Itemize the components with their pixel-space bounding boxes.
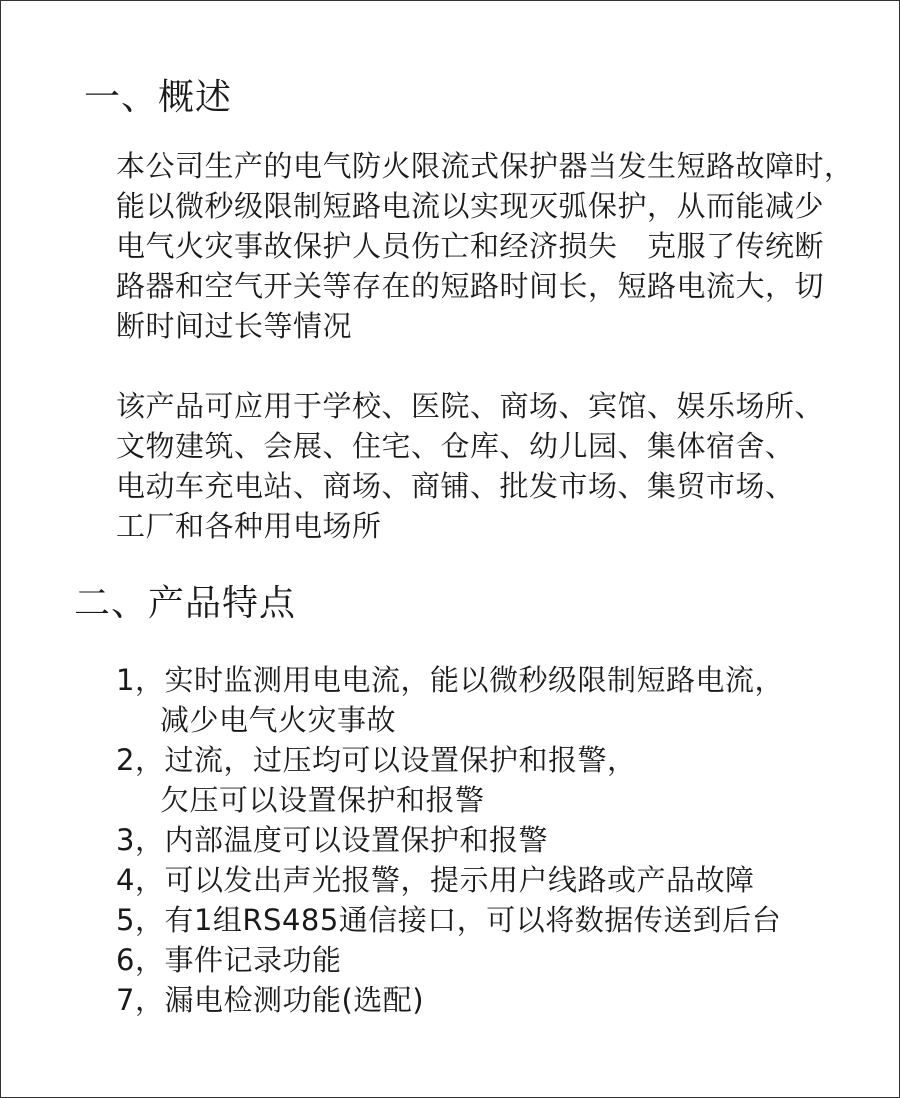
features-list	[116, 660, 784, 1020]
feature-item: 3，内部温度可以设置保护和报警	[116, 823, 548, 857]
section-features-heading: 二、产品特点	[74, 583, 297, 624]
feature-item: 1，实时监测用电电流，能以微秒级限制短路电流， 减少电气火灾事故	[116, 663, 784, 737]
overview-paragraph: 本公司生产的电气防火限流式保护器当发生短路故障时， 能以微秒级限制短路电流以实现灭弧保护，从而能减少 电气火灾事故保护人员伤亡和经济损失 克服了传统断 路器和空气开关等存在的短路时间长，短路电流大，切 断时间过长等情况	[116, 149, 854, 343]
feature-item: 5，有1组RS485通信接口，可以将数据传送到后台	[116, 903, 782, 937]
feature-item: 7，漏电检测功能(选配)	[116, 983, 425, 1017]
feature-item: 2，过流，过压均可以设置保护和报警， 欠压可以设置保护和报警	[116, 743, 637, 817]
feature-item: 6，事件记录功能	[116, 943, 342, 977]
section-overview-heading: 一、概述	[84, 77, 233, 118]
feature-item: 4，可以发出声光报警，提示用户线路或产品故障	[116, 863, 755, 897]
applications-paragraph: 该产品可应用于学校、医院、商场、宾馆、娱乐场所、 文物建筑、会展、住宅、仓库、幼儿园、集体宿舍、 电动车充电站、商场、商铺、批发市场、集贸市场、 工厂和各种用电场所	[116, 389, 825, 543]
